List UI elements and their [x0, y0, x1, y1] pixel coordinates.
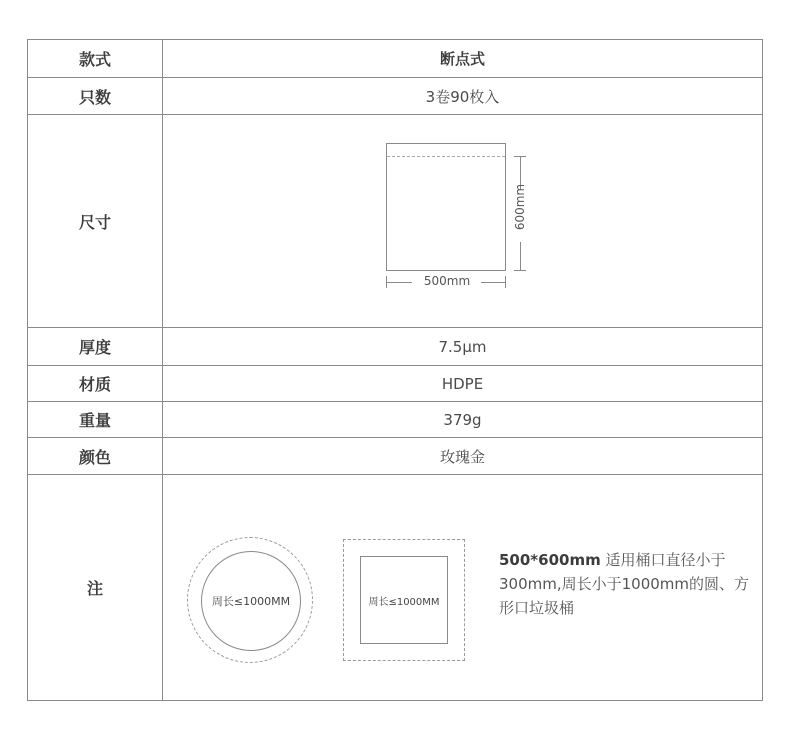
height-dimension-label: 600mm	[513, 183, 527, 231]
row-material	[28, 365, 762, 401]
weight-value: 379g	[443, 410, 482, 429]
width-line-left	[386, 282, 412, 283]
row-style	[28, 40, 762, 77]
round-bin-label: 周长≤1000MM	[201, 551, 301, 651]
width-dimension-label: 500mm	[423, 274, 471, 288]
material-value: HDPE	[441, 374, 484, 393]
row-size	[28, 114, 762, 327]
note-size-bold: 500*600mm	[499, 551, 601, 569]
row-note	[28, 474, 762, 700]
note-description: 适用桶口直径小于300mm,周长小于1000mm的圆、方形口垃圾桶	[499, 551, 750, 617]
color-value: 玫瑰金	[439, 447, 485, 466]
spec-table	[27, 39, 763, 701]
weight-label: 重量	[28, 402, 163, 437]
height-tick-bottom	[514, 270, 526, 271]
row-color	[28, 437, 762, 474]
count-label: 只数	[28, 78, 163, 114]
thickness-value: 7.5μm	[438, 337, 487, 356]
row-thickness	[28, 327, 762, 365]
bag-outline	[386, 143, 506, 271]
width-line-right	[481, 282, 506, 283]
note-text	[499, 548, 759, 620]
perforation-line	[387, 156, 505, 157]
material-label: 材质	[28, 366, 163, 401]
row-weight	[28, 401, 762, 437]
color-label: 颜色	[28, 438, 163, 474]
height-line-bottom	[520, 242, 521, 271]
square-bin-label: 周长≤1000MM	[360, 556, 448, 644]
size-label: 尺寸	[28, 115, 163, 327]
thickness-label: 厚度	[28, 328, 163, 365]
row-count	[28, 77, 762, 114]
width-tick-right	[505, 276, 506, 288]
count-value: 3卷90枚入	[425, 87, 500, 106]
note-label: 注	[28, 475, 163, 700]
style-label: 款式	[28, 40, 163, 77]
style-value: 断点式	[439, 50, 485, 68]
